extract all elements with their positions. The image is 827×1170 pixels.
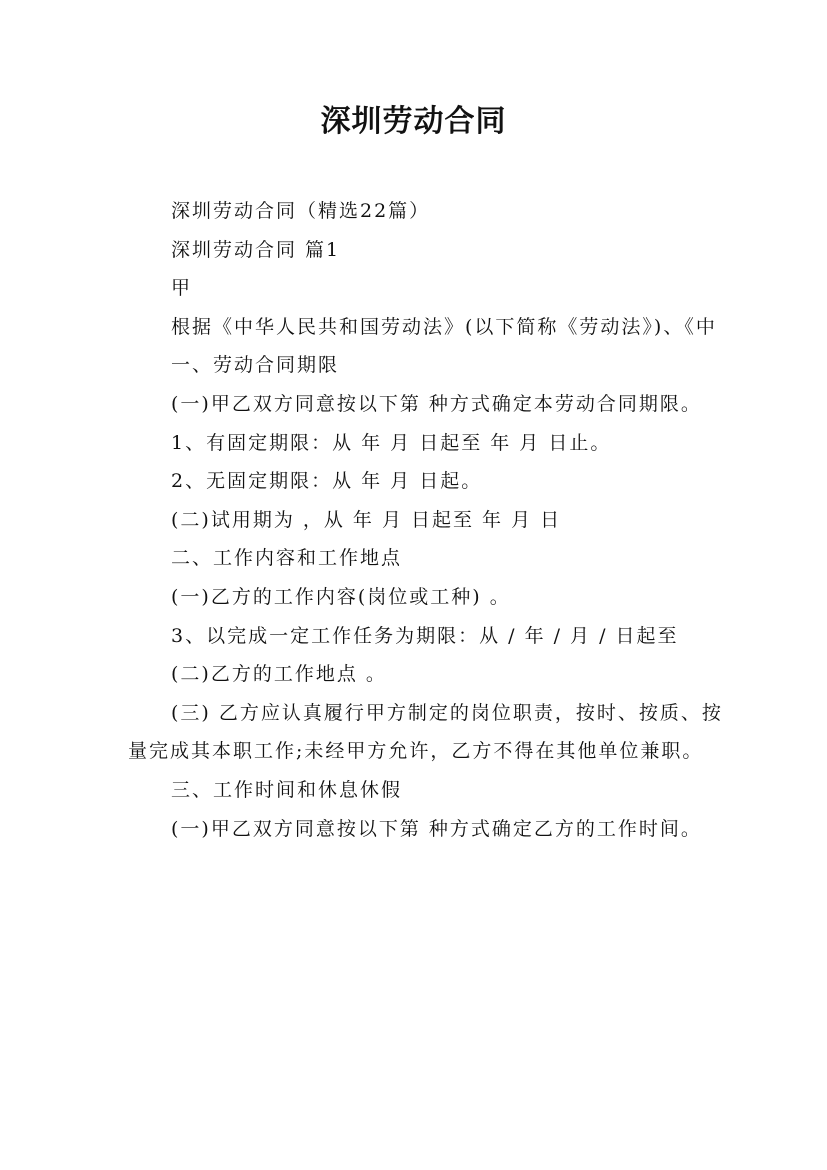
paragraph-subtitle: 深圳劳动合同（精选22篇） (171, 200, 431, 222)
paragraph-clause-heading-3: 三、工作时间和休息休假 (171, 778, 403, 801)
document-title: 深圳劳动合同 (320, 104, 507, 139)
paragraph-clause-heading-1: 一、劳动合同期限 (171, 354, 340, 377)
paragraph-fixed-term: 1、有固定期限：从 年 月 日起至 年 月 日止。 (171, 431, 612, 454)
paragraph-open-term: 2、无固定期限：从 年 月 日起。 (171, 470, 483, 493)
paragraph-party-a: 甲 (171, 277, 193, 300)
paragraph-working-hours: (一)甲乙双方同意按以下第 种方式确定乙方的工作时间。 (171, 817, 702, 840)
paragraph-task-term: 3、以完成一定工作任务为期限：从 / 年 / 月 / 日起至 (171, 624, 679, 647)
paragraph-work-location: (二)乙方的工作地点 。 (171, 663, 387, 686)
paragraph-clause-heading-2: 二、工作内容和工作地点 (171, 547, 403, 570)
paragraph-clause-1-1: (一)甲乙双方同意按以下第 种方式确定本劳动合同期限。 (171, 392, 702, 415)
paragraph-duties: (三) 乙方应认真履行甲方制定的岗位职责，按时、按质、按量完成其本职工作;未经甲方允许，乙方不得在其他单位兼职。 (128, 701, 723, 763)
document-body (128, 192, 728, 848)
paragraph-job-content: (一)乙方的工作内容(岗位或工种) 。 (171, 585, 511, 608)
paragraph-probation: (二)试用期为 ，从 年 月 日起至 年 月 日 (171, 508, 562, 531)
paragraph-section-heading: 深圳劳动合同 篇1 (171, 238, 341, 261)
paragraph-legal-basis: 根据《中华人民共和国劳动法》(以下简称《劳动法》)、《中 (171, 315, 717, 338)
